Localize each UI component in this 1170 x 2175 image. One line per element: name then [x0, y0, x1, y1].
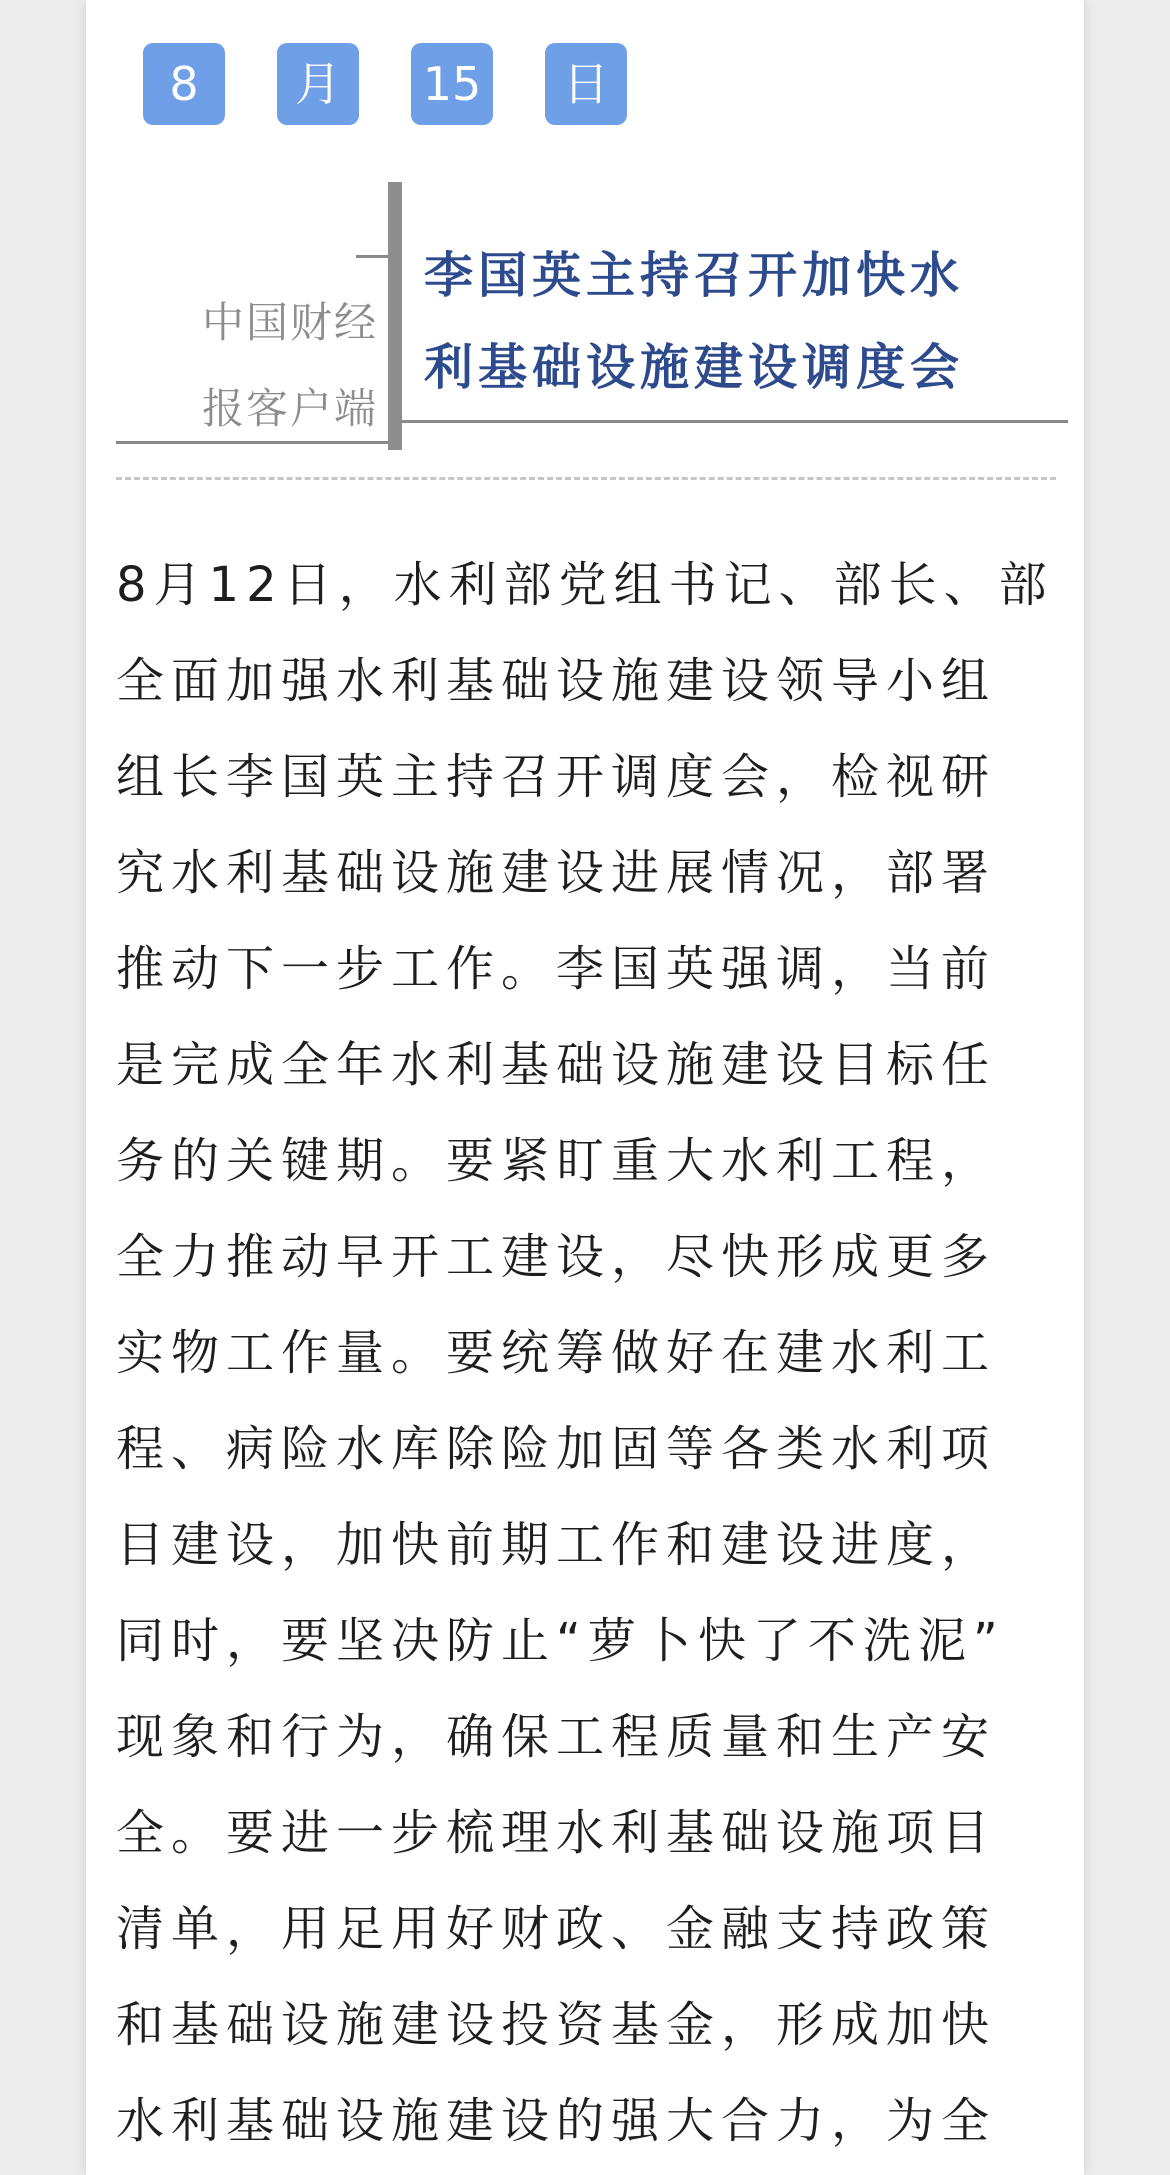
source-underline-divider	[116, 441, 388, 444]
article-body	[116, 537, 1056, 2169]
body-line: 全面加强水利基础设施建设领导小组	[116, 653, 997, 709]
body-line: 清单，用足用好财政、金融支持政策	[116, 1901, 997, 1957]
body-line: 究水利基础设施建设进展情况，部署	[116, 845, 997, 901]
body-line: 现象和行为，确保工程质量和生产安	[116, 1709, 997, 1765]
body-line: 务的关键期。要紧盯重大水利工程，	[116, 1133, 997, 1189]
body-line: 和基础设施建设投资基金，形成加快	[116, 1997, 997, 2053]
date-day-unit: 日	[545, 43, 627, 125]
body-line: 组长李国英主持召开调度会，检视研	[116, 749, 997, 805]
body-line: 同时，要坚决防止“萝卜快了不洗泥”	[116, 1613, 1005, 1669]
body-line: 目建设，加快前期工作和建设进度，	[116, 1517, 997, 1573]
dashed-divider	[116, 477, 1056, 480]
body-line: 推动下一步工作。李国英强调，当前	[116, 941, 997, 997]
date-month-unit: 月	[277, 43, 359, 125]
source-label	[116, 280, 378, 452]
date-month: 8	[143, 43, 225, 125]
body-line: 是完成全年水利基础设施建设目标任	[116, 1037, 997, 1093]
article-title	[424, 230, 1064, 414]
body-line: 全。要进一步梳理水利基础设施项目	[116, 1805, 997, 1861]
article-page	[86, 0, 1084, 2175]
date-row	[143, 43, 627, 125]
article-header	[116, 182, 1056, 450]
body-line: 程、病险水库除险加固等各类水利项	[116, 1421, 997, 1477]
source-line: 中国财经	[201, 298, 378, 347]
header-vertical-bar	[388, 182, 402, 450]
date-day: 15	[411, 43, 493, 125]
source-line: 报客户端	[201, 384, 378, 433]
title-underline-divider	[402, 420, 1068, 423]
body-line: 水利基础设施建设的强大合力，为全	[116, 2093, 997, 2149]
body-line: 实物工作量。要统筹做好在建水利工	[116, 1325, 997, 1381]
source-tick-divider	[356, 255, 388, 258]
body-line: 全力推动早开工建设，尽快形成更多	[116, 1229, 997, 1285]
title-line: 利基础设施建设调度会	[424, 339, 965, 396]
body-line: 8月12日，水利部党组书记、部长、部	[116, 557, 1054, 613]
title-line: 李国英主持召开加快水	[424, 247, 965, 304]
